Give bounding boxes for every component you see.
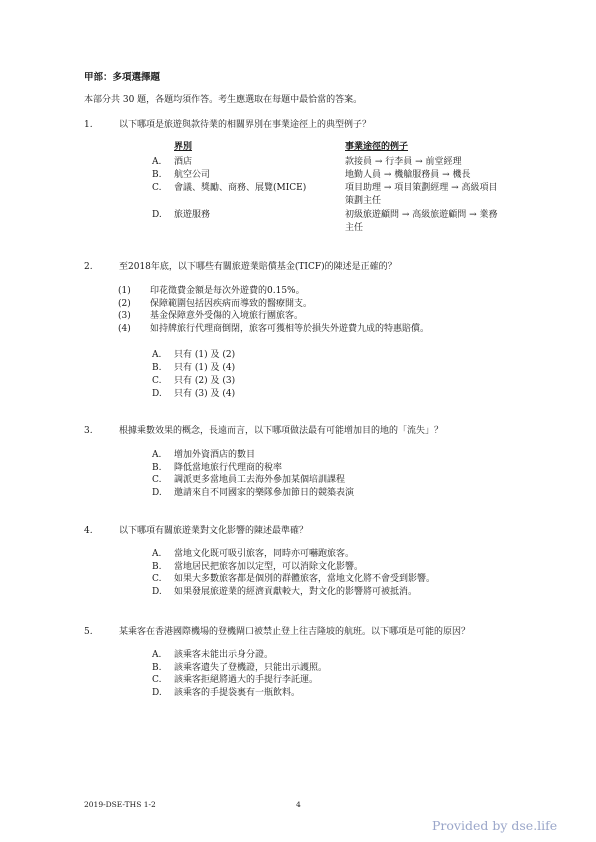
watermark: Provided by dse.life — [432, 818, 558, 833]
q4-option-letter: D. — [152, 586, 162, 597]
q2-statement-number: (3) — [118, 311, 131, 321]
q1-option-path: 策劃主任 — [345, 196, 382, 206]
q2-option-text: 只有 (2) 及 (3) — [174, 376, 236, 386]
question-5-text: 某乘客在香港國際機場的登機閘口被禁止登上往吉隆坡的航班。以下哪項是可能的原因？ — [119, 627, 471, 637]
question-1-text: 以下哪項是旅遊與款待業的相關界別在事業途徑上的典型例子？ — [119, 120, 372, 130]
q2-statement-number: (2) — [118, 298, 131, 309]
q1-option-sector: 航空公司 — [174, 170, 211, 180]
question-3-number: 3. — [84, 426, 93, 436]
q5-option-letter: C. — [152, 675, 162, 685]
q1-option-path: 款接員 → 行李員 → 前堂經理 — [345, 157, 462, 167]
q5-option-text: 該乘客未能出示身分證。 — [174, 650, 274, 660]
q4-option-text: 如果發展旅遊業的經濟貢獻較大，對文化的影響將可被抵消。 — [174, 586, 418, 597]
q3-option-letter: C. — [152, 475, 162, 485]
q1-option-letter: C. — [152, 183, 162, 193]
q2-statement-text: 基金保障意外受傷的入境旅行團旅客。 — [150, 311, 304, 321]
q3-option-text: 邀請來自不同國家的樂隊參加節日的競築表演 — [174, 487, 355, 498]
q2-option-letter: A. — [152, 350, 162, 360]
question-2-text: 至2018年底，以下哪些有關旅遊業賠償基金(TICF)的陳述是正確的？ — [119, 262, 397, 272]
q2-statement-text: 保障範圍包括因疾病而導致的醫療開支。 — [150, 298, 313, 309]
q3-option-text: 增加外資酒店的數目 — [174, 450, 256, 460]
q5-option-letter: D. — [152, 687, 162, 698]
q1-option-letter: D. — [152, 210, 162, 220]
page-number: 4 — [296, 800, 301, 809]
question-3-text: 根據乘數效果的概念，長遠而言，以下哪項做法最有可能增加目的地的「流失」？ — [119, 426, 444, 436]
question-4-number: 4. — [84, 526, 93, 536]
q2-option-text: 只有 (1) 及 (4) — [174, 363, 236, 373]
q5-option-letter: B. — [152, 662, 162, 673]
q1-option-sector: 酒店 — [174, 157, 193, 167]
q1-option-sector: 會議、獎勵、商務、展覽(MICE) — [174, 183, 307, 193]
q2-option-letter: D. — [152, 389, 162, 399]
q2-option-text: 只有 (3) 及 (4) — [174, 389, 236, 399]
q2-option-text: 只有 (1) 及 (2) — [174, 350, 236, 360]
q5-option-text: 該乘客的手提袋裏有一瓶飲料。 — [174, 687, 301, 698]
q3-option-text: 降低當地旅行代理商的稅率 — [174, 462, 283, 473]
q4-option-text: 當地居民把旅客加以定型，可以消除文化影響。 — [174, 561, 364, 572]
question-5-number: 5. — [84, 627, 93, 637]
q2-statement-text: 如持牌旅行代理商倒閉，旅客可獲相等於損失外遊費九成的特惠賠償。 — [150, 323, 430, 334]
q2-option-letter: C. — [152, 376, 162, 386]
q5-option-letter: A. — [152, 650, 162, 660]
q5-option-text: 該乘客拒絕將過大的手提行李託運。 — [174, 675, 319, 685]
q1-option-letter: A. — [152, 157, 162, 167]
q4-option-letter: B. — [152, 561, 162, 572]
section-title: 甲部：多項選擇題 — [84, 72, 161, 83]
q4-option-letter: A. — [152, 549, 162, 559]
question-1-number: 1. — [84, 120, 93, 130]
q4-option-text: 當地文化既可吸引旅客，同時亦可嚇跑旅客。 — [174, 549, 355, 559]
q1-path-header: 事業途徑的例子 — [345, 142, 409, 152]
q5-option-text: 該乘客遺失了登機證，只能出示護照。 — [174, 662, 328, 673]
q2-statement-number: (1) — [118, 286, 131, 296]
q1-option-path: 主任 — [345, 223, 364, 233]
q4-option-letter: C. — [152, 574, 162, 584]
q3-option-letter: B. — [152, 462, 162, 473]
q1-option-path: 初級旅遊顧問 → 高級旅遊顧問 → 業務 — [345, 210, 498, 220]
question-2-number: 2. — [84, 262, 93, 272]
q3-option-letter: A. — [152, 450, 162, 460]
question-4-text: 以下哪項有關旅遊業對文化影響的陳述最準確？ — [119, 526, 309, 536]
footer-exam-code: 2019-DSE-THS 1-2 — [84, 800, 156, 809]
q2-statement-text: 印花徵費金額是每次外遊費的0.15%。 — [150, 286, 305, 296]
q1-option-letter: B. — [152, 170, 162, 180]
q1-option-path: 地勤人員 → 機艙服務員 → 機長 — [345, 170, 471, 180]
q1-sector-header: 界別 — [174, 142, 193, 152]
q2-statement-number: (4) — [118, 323, 131, 334]
q4-option-text: 如果大多數旅客都是個別的群體旅客，當地文化將不會受到影響。 — [174, 574, 436, 584]
q2-option-letter: B. — [152, 363, 162, 373]
instructions: 本部分共 30 題，各題均須作答。考生應選取在每題中最恰當的答案。 — [84, 95, 363, 105]
q1-option-path: 項目助理 → 項目策劃經理 → 高級項目 — [345, 183, 498, 193]
q3-option-letter: D. — [152, 487, 162, 498]
q1-option-sector: 旅遊服務 — [174, 210, 211, 220]
q3-option-text: 調派更多當地員工去海外參加某個培訓課程 — [174, 475, 346, 485]
